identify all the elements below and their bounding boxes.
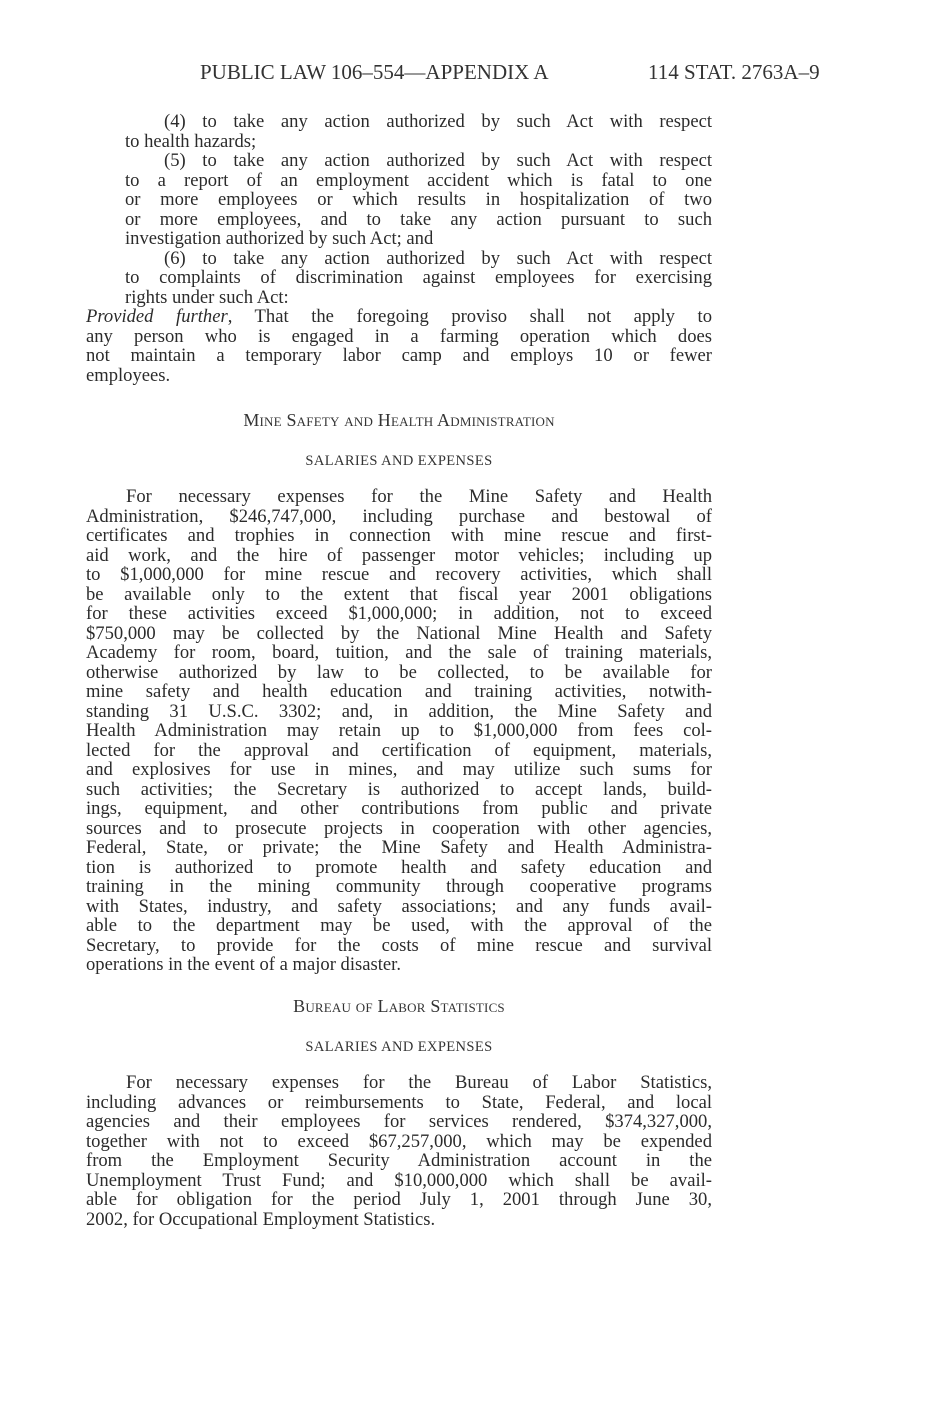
provision-item-5 <box>86 151 712 249</box>
text-line: sources and to prosecute projects in cooperation with other agencies, <box>86 817 712 839</box>
proviso-first-line: , That the foregoing proviso shall not apply to <box>227 306 712 327</box>
proviso-lead-italic: Provided further <box>86 306 228 327</box>
text-line: mine safety and health education and training activities, notwith- <box>86 681 712 702</box>
page-header <box>200 60 860 90</box>
text-line <box>86 307 712 327</box>
text-line: to $1,000,000 for mine rescue and recovery activities, which shall <box>86 564 712 585</box>
text-line: Health Administration may retain up to $1,000,000 from fees col- <box>86 720 712 741</box>
text-line: Secretary, to provide for the costs of mine rescue and survival <box>86 934 712 956</box>
text-line: for these activities exceed $1,000,000; in addition, not to exceed <box>86 603 712 624</box>
text-line: Federal, State, or private; the Mine Safety and Health Administra- <box>86 837 712 858</box>
msha-paragraph <box>86 487 712 975</box>
bls-paragraph <box>86 1073 712 1229</box>
text-line: Unemployment Trust Fund; and $10,000,000 which shall be avail- <box>86 1169 712 1191</box>
text-line: to complaints of discrimination against employees for exercising <box>125 267 712 288</box>
text-line: Administration, $246,747,000, including purchase and bestowal of <box>86 505 712 527</box>
text-line: together with not to exceed $67,257,000, which may be expended <box>86 1130 712 1152</box>
text-line: any person who is engaged in a farming operation which does <box>86 325 712 347</box>
text-line: and explosives for use in mines, and may utilize such sums for <box>86 759 712 780</box>
text-line: employees. <box>86 364 171 386</box>
text-line: rights under such Act: <box>125 286 289 308</box>
text-line: with States, industry, and safety associations; and any funds avail- <box>86 895 712 917</box>
text-line: (6) to take any action authorized by such Act with respect <box>164 247 712 269</box>
text-line: be available only to the extent that fiscal year 2001 obligations <box>86 583 712 605</box>
subheading-salaries-bls: SALARIES AND EXPENSES <box>305 1039 493 1055</box>
text-line: including advances or reimbursements to State, Federal, and local <box>86 1091 712 1113</box>
text-line: able for obligation for the period July 1, 2001 through June 30, <box>86 1189 712 1210</box>
text-line: standing 31 U.S.C. 3302; and, in addition, the Mine Safety and <box>86 700 712 722</box>
text-line: (4) to take any action authorized by such Act with respect <box>164 111 712 132</box>
text-line: or more employees or which results in hospitalization of two <box>125 189 712 210</box>
section-heading-msha: Mine Safety and Health Administration <box>243 410 555 430</box>
provision-item-6 <box>86 249 712 308</box>
section-heading-bls: Bureau of Labor Statistics <box>293 996 505 1016</box>
subheading-salaries-msha: SALARIES AND EXPENSES <box>305 453 493 469</box>
text-line: tion is authorized to promote health and safety education and <box>86 856 712 878</box>
text-line: 2002, for Occupational Employment Statistics. <box>86 1208 436 1230</box>
text-line: able to the department may be used, with the approval of the <box>86 915 712 936</box>
text-line: $750,000 may be collected by the National Mine Health and Safety <box>86 622 712 644</box>
text-line: to a report of an employment accident which is fatal to one <box>125 169 712 191</box>
text-line: not maintain a temporary labor camp and employs 10 or fewer <box>86 345 712 366</box>
text-line: aid work, and the hire of passenger motor vehicles; including up <box>86 544 712 566</box>
text-line: training in the mining community through cooperative programs <box>86 876 712 897</box>
header-law-title: PUBLIC LAW 106–554—APPENDIX A <box>200 60 549 84</box>
text-line: For necessary expenses for the Mine Safety and Health <box>126 486 712 507</box>
text-line: certificates and trophies in connection with mine rescue and first- <box>86 525 712 546</box>
text-line: operations in the event of a major disaster. <box>86 954 401 975</box>
text-line: such activities; the Secretary is authorized to accept lands, build- <box>86 778 712 800</box>
provision-item-4 <box>86 112 712 151</box>
text-line: from the Employment Security Administration account in the <box>86 1150 712 1171</box>
proviso-paragraph <box>86 307 712 385</box>
text-line: investigation authorized by such Act; and <box>125 228 434 249</box>
text-line: For necessary expenses for the Bureau of Labor Statistics, <box>126 1072 712 1093</box>
header-statute-page: 114 STAT. 2763A–9 <box>648 60 820 84</box>
text-line: (5) to take any action authorized by such Act with respect <box>164 150 712 171</box>
text-line: or more employees, and to take any action pursuant to such <box>125 208 712 230</box>
text-line: otherwise authorized by law to be collected, to be available for <box>86 661 712 683</box>
text-line: to health hazards; <box>125 130 257 152</box>
text-line: Academy for room, board, tuition, and the sale of training materials, <box>86 642 712 663</box>
provisions-list <box>86 112 712 385</box>
text-line: ings, equipment, and other contributions from public and private <box>86 798 712 819</box>
text-line: agencies and their employees for services rendered, $374,327,000, <box>86 1111 712 1132</box>
text-line: lected for the approval and certification of equipment, materials, <box>86 739 712 761</box>
